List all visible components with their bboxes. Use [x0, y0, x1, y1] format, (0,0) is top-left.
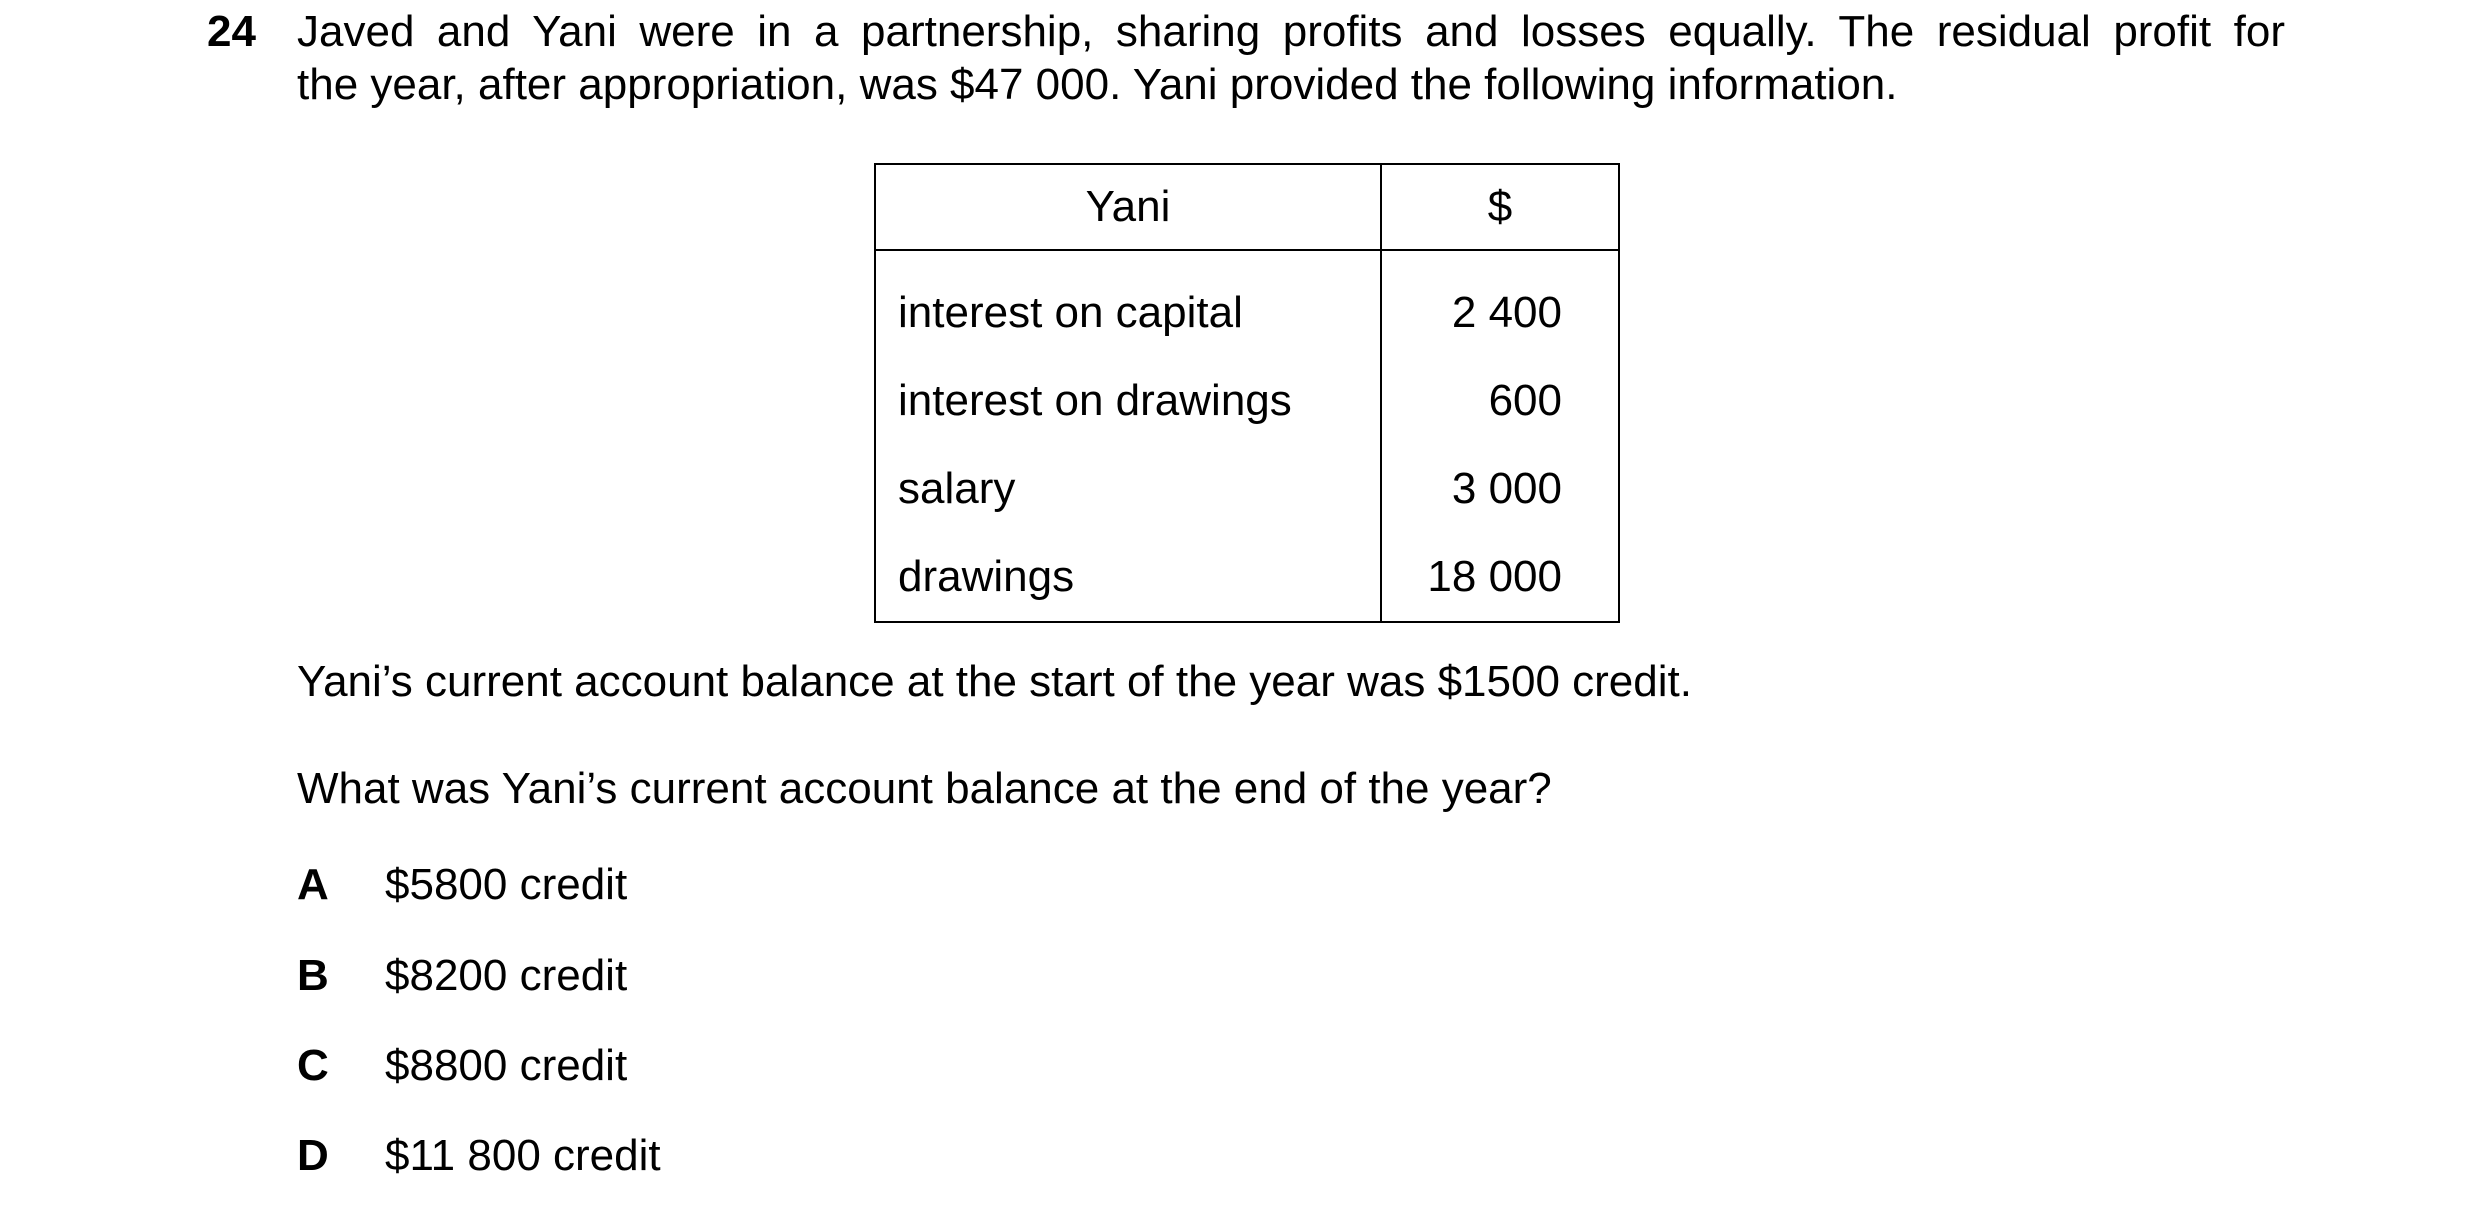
table-cell-amount: 600 — [1381, 357, 1619, 445]
stem-line-1: Javed and Yani were in a partnership, sharing profits and losses equally. The residual profit for — [297, 7, 2285, 56]
table-row — [875, 533, 1619, 622]
table-row — [875, 357, 1619, 445]
option-text: $5800 credit — [385, 860, 628, 909]
question-number: 24 — [207, 7, 256, 56]
option-letter: B — [297, 951, 329, 1000]
table-row — [875, 250, 1619, 357]
table-row — [875, 445, 1619, 533]
table-header-currency: $ — [1381, 164, 1619, 250]
opening-balance-statement: Yani’s current account balance at the start of the year was $1500 credit. — [297, 657, 1692, 706]
option-letter: C — [297, 1041, 329, 1090]
table-cell-amount: 3 000 — [1381, 445, 1619, 533]
table-header-row — [875, 164, 1619, 250]
option-letter: D — [297, 1131, 329, 1180]
table-cell-amount: 2 400 — [1381, 250, 1619, 357]
table-header-name: Yani — [875, 164, 1381, 250]
table-cell-label: drawings — [875, 533, 1381, 622]
option-letter: A — [297, 860, 329, 909]
table-cell-label: salary — [875, 445, 1381, 533]
option-text: $8800 credit — [385, 1041, 628, 1090]
option-text: $11 800 credit — [385, 1131, 661, 1180]
table-cell-label: interest on drawings — [875, 357, 1381, 445]
option-text: $8200 credit — [385, 951, 628, 1000]
question-prompt: What was Yani’s current account balance at the end of the year? — [297, 764, 1552, 813]
table-cell-amount: 18 000 — [1381, 533, 1619, 622]
table-cell-label: interest on capital — [875, 250, 1381, 357]
information-table — [874, 163, 1620, 623]
stem-line-2: the year, after appropriation, was $47 000. Yani provided the following information. — [297, 60, 1898, 109]
question-stem — [297, 5, 2285, 111]
